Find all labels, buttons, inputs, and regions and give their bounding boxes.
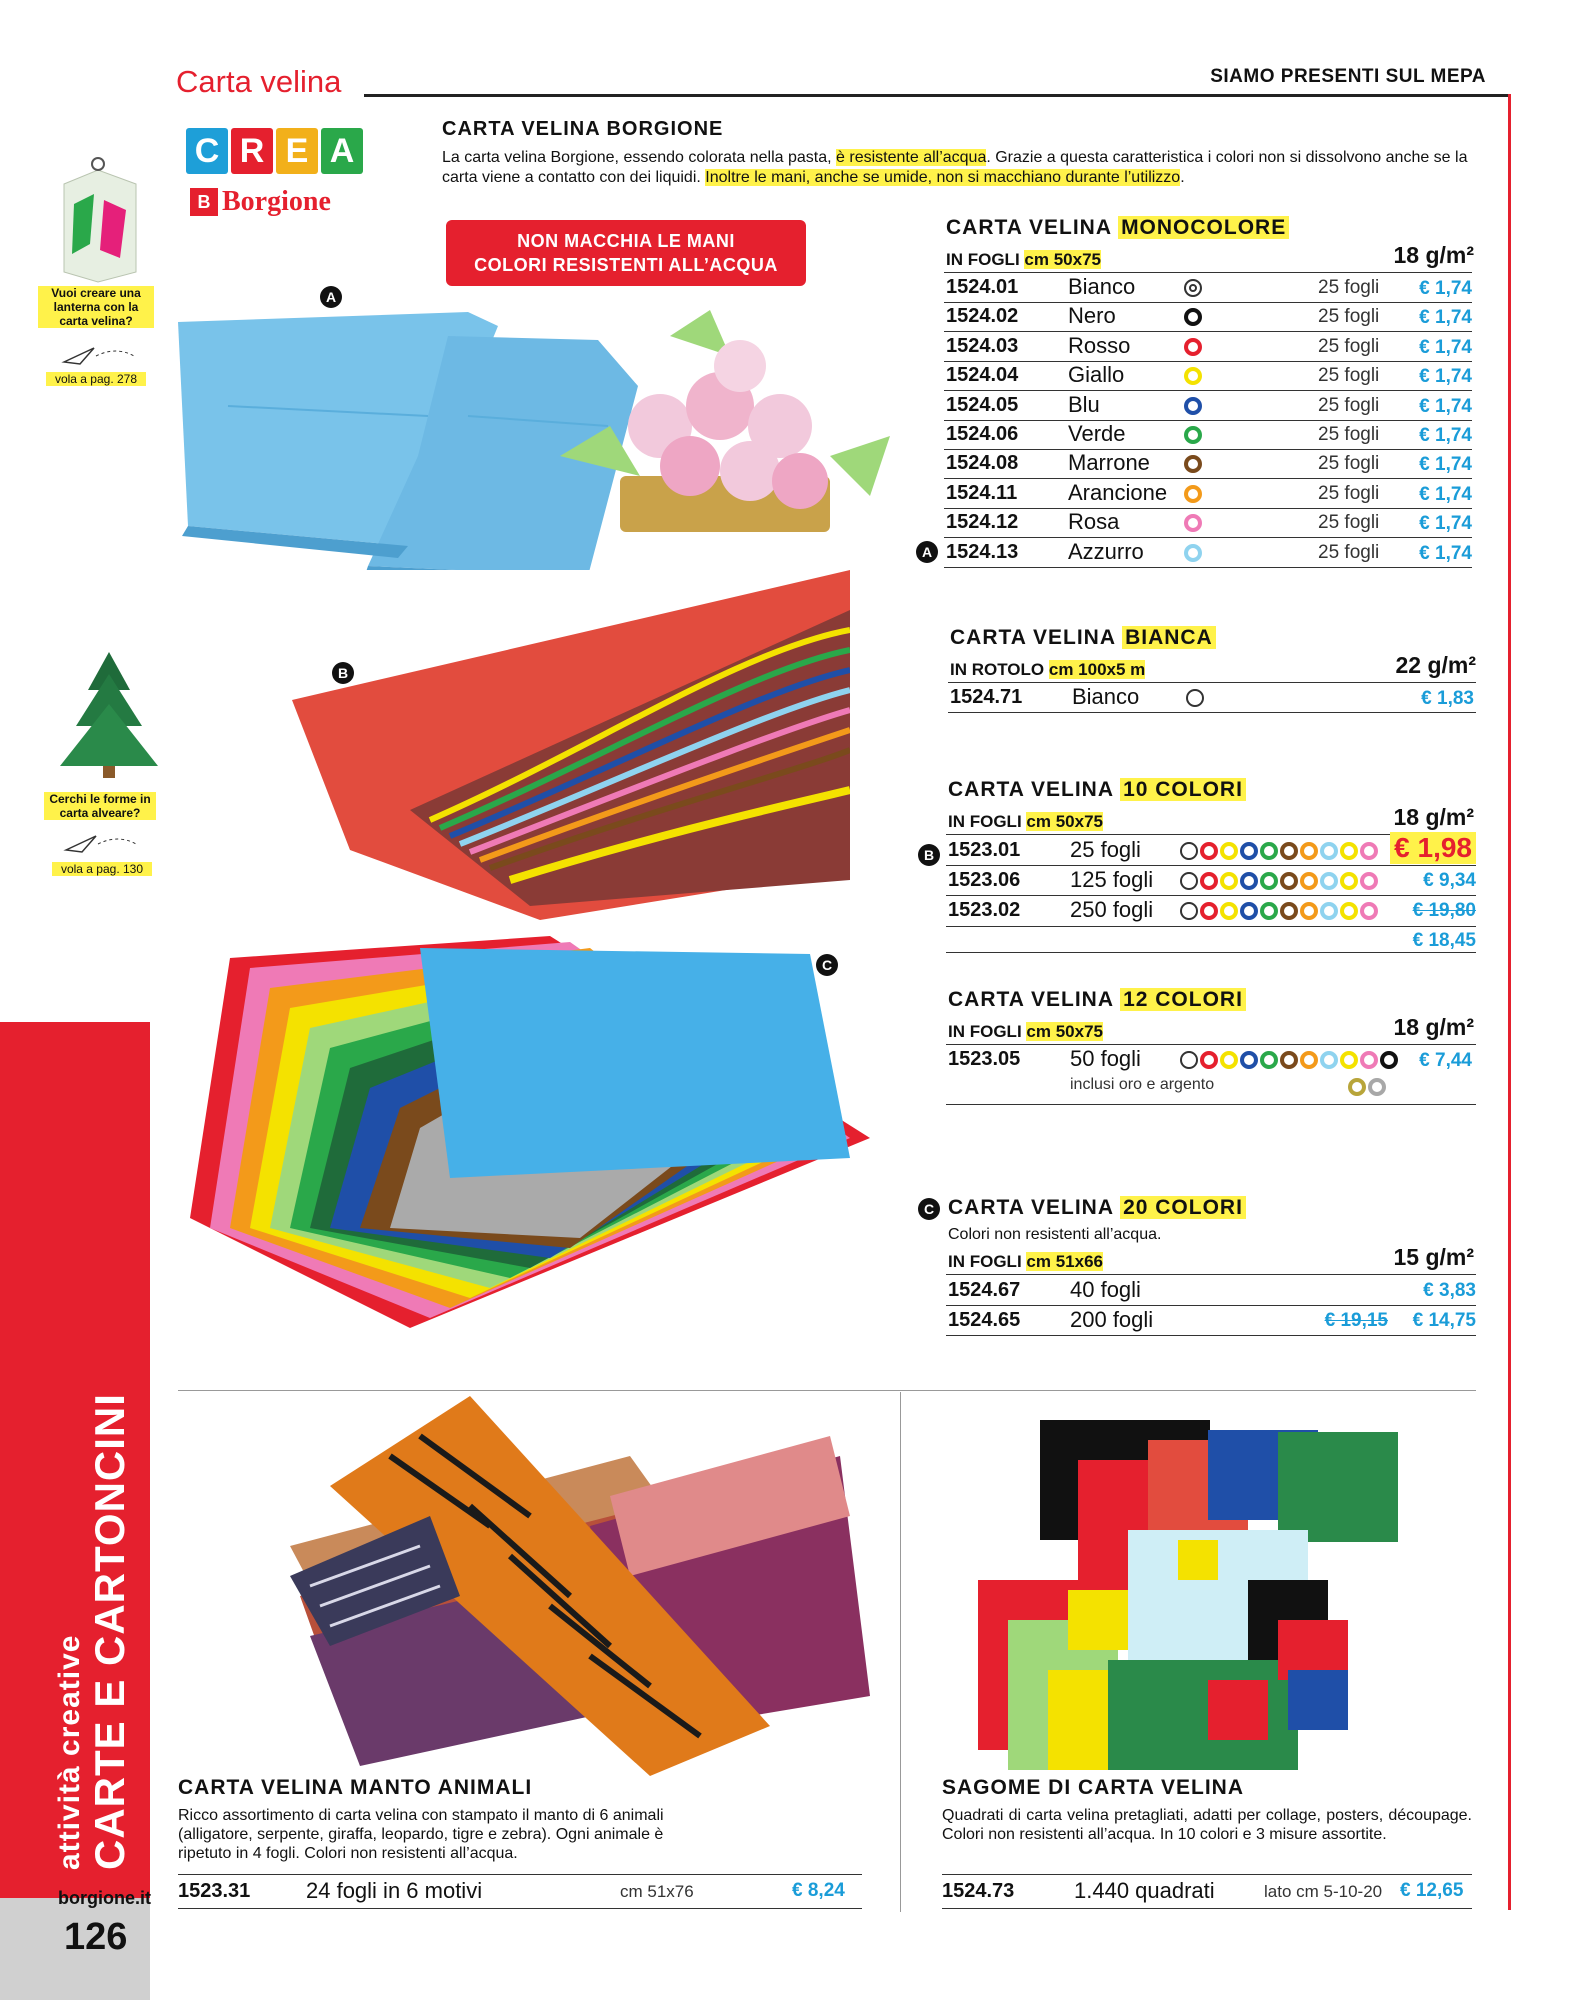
color-swatch-icon [1220,872,1238,890]
product-name: Arancione [1068,479,1168,505]
table-row [944,450,1472,479]
color-swatches [1180,842,1378,860]
page-number: 126 [64,1916,128,1958]
column-divider [900,1392,901,1912]
product-price: € 1,74 [1419,366,1472,388]
color-swatch-icon [1360,842,1378,860]
color-swatch-icon [1340,842,1358,860]
product-code: 1524.65 [948,1309,1021,1331]
product-qty: 25 fogli [1318,306,1380,328]
table-row [944,362,1472,391]
product-price: € 14,75 [1412,1310,1476,1331]
product-price: € 1,83 [1421,688,1474,709]
color-swatch-icon [1240,902,1258,920]
color-swatch-icon [1180,1051,1198,1069]
section-title-text: CARTA VELINA [946,216,1119,239]
section-title-highlight: MONOCOLORE [1118,216,1289,239]
product-code: 1524.05 [946,393,1019,416]
category-small: attività creative [53,1634,86,1870]
product-code: 1523.01 [948,839,1021,861]
product-old-price: € 19,80 [1412,900,1476,921]
color-swatch-icon [1348,1078,1366,1096]
color-swatch-icon [1300,842,1318,860]
color-swatch-icon [1184,426,1202,444]
color-swatch-icon [1280,872,1298,890]
side-note-text: Cerchi le forme in carta alveare? [49,792,151,820]
section-title-text: CARTA VELINA [948,1196,1121,1219]
side-note-lantern [38,286,154,328]
product-desc: 1.440 quadrati [1074,1878,1215,1903]
intro-title: CARTA VELINA BORGIONE [442,118,724,140]
crea-letter: E [276,128,318,174]
intro-text [442,148,1472,188]
color-swatch-icon [1200,1051,1218,1069]
divider [942,1908,1472,1909]
color-swatch-icon [1220,842,1238,860]
bianca-weight: 22 g/m² [1395,652,1476,678]
table-row [944,333,1472,362]
product-price: € 1,74 [1419,278,1472,299]
color-swatch-icon [1260,842,1278,860]
monocolore-format [946,250,1101,270]
product-qty: 50 fogli [1070,1046,1141,1071]
color-swatch-icon [1184,397,1202,415]
table-row [944,303,1472,332]
paper-plane-icon [60,344,140,368]
product-code: 1523.05 [948,1048,1021,1070]
product-price: € 1,74 [1419,542,1472,564]
image-marker-a: A [320,286,342,308]
product-code: 1524.71 [950,686,1023,708]
product-desc: 24 fogli in 6 motivi [306,1878,483,1903]
product-note: inclusi oro e argento [1070,1076,1215,1093]
color-swatch-icon [1200,872,1218,890]
category-big: CARTE E CARTONCINI [86,1393,133,1870]
product-code: 1524.06 [946,423,1019,445]
color-swatch-icon [1184,514,1202,532]
product-price: € 1,74 [1419,395,1472,417]
side-note-text: Vuoi creare una lanterna con la carta velina? [51,286,141,328]
color-swatch-icon [1340,872,1358,890]
table-row [944,509,1472,538]
row-marker-b: B [918,844,940,866]
badge-line: COLORI RESISTENTI ALL’ACQUA [474,255,778,275]
image-marker-b: B [332,662,354,684]
section-title-highlight: 12 COLORI [1120,988,1246,1011]
table-row [946,896,1476,951]
product-name: Bianco [1072,684,1140,709]
category-label [52,1393,132,1870]
color-swatch-icon [1186,689,1204,707]
product-qty: 40 fogli [1070,1277,1141,1302]
table-row [944,421,1472,450]
table-row [946,866,1476,896]
dodici-weight: 18 g/m² [1393,1014,1474,1040]
lantern-illustration [50,154,146,284]
color-swatch-icon [1184,279,1202,297]
color-swatch-icon [1184,338,1202,356]
product-code: 1523.02 [948,899,1021,921]
product-code: 1524.12 [946,511,1019,534]
venti-title [948,1196,1246,1220]
borgione-name: Borgione [222,186,331,217]
dieci-format [948,812,1103,832]
side-note-link[interactable]: vola a pag. 278 [46,372,146,386]
size-label: cm 51x66 [1026,1252,1103,1271]
divider [946,952,1476,953]
intro-text-part: La carta velina Borgione, essendo colorata nella pasta, [442,149,837,166]
product-code: 1524.67 [948,1279,1021,1301]
product-code: 1524.03 [946,334,1019,357]
product-image-c [190,928,870,1328]
section-divider [178,1390,1476,1391]
color-swatch-icon [1180,872,1198,890]
dieci-weight: 18 g/m² [1393,804,1474,830]
mepa-label: SIAMO PRESENTI SUL MEPA [1210,66,1486,87]
section-title-highlight: 10 COLORI [1120,778,1246,801]
product-name: Rosa [1068,509,1120,535]
dieci-title [948,778,1246,802]
intro-highlight: Inoltre le mani, anche se umide, non si macchiano durante l’utilizzo [705,169,1181,186]
color-swatch-icon [1180,902,1198,920]
color-swatch-icon [1320,842,1338,860]
product-qty: 25 fogli [1318,424,1380,445]
product-qty: 25 fogli [1318,453,1380,475]
product-qty: 25 fogli [1070,837,1141,862]
product-qty: 200 fogli [1070,1307,1154,1332]
format-label: IN FOGLI [948,1022,1022,1041]
product-qty: 250 fogli [1070,897,1154,922]
product-code: 1524.73 [942,1880,1015,1902]
site-url[interactable]: borgione.it [58,1888,151,1908]
venti-format [948,1252,1103,1272]
color-swatch-icon [1300,1051,1318,1069]
format-label: IN FOGLI [948,812,1022,831]
divider [948,712,1476,713]
size-label: cm 50x75 [1026,1022,1103,1041]
product-old-price: € 19,15 [1324,1310,1388,1331]
borgione-mark: B [190,188,218,216]
product-price: € 1,74 [1419,513,1472,535]
section-title-highlight: 20 COLORI [1120,1196,1246,1219]
manto-text: Ricco assortimento di carta velina con stampato il manto di 6 animali (alligatore, serpente, giraffa, leopardo, tigre e zebra). Ogni animale è ripetuto in 4 fogli. Colori non resistenti all’acqua. [178,1807,664,1862]
format-label: IN FOGLI [946,250,1020,269]
divider [178,1908,862,1909]
product-code: 1524.04 [946,364,1019,387]
color-swatch-icon [1320,872,1338,890]
color-swatch-icon [1180,842,1198,860]
sagome-title: SAGOME DI CARTA VELINA [942,1776,1245,1799]
section-title-highlight: BIANCA [1122,626,1216,649]
product-price: € 12,65 [1400,1880,1464,1901]
product-qty: 25 fogli [1318,394,1380,416]
divider [948,682,1476,683]
venti-note: Colori non resistenti all’acqua. [948,1226,1162,1243]
size-label: cm 100x5 m [1048,660,1146,679]
honeycomb-tree-illustration [54,650,164,780]
side-note-link[interactable]: vola a pag. 130 [52,862,152,876]
feature-badge [446,220,806,286]
intro-text-part: . Grazie a questa caratteristica i colori non si dissolvono anche se la carta viene a contatto con dei liquidi. [442,149,1468,186]
paper-plane-icon [62,832,142,856]
color-swatch-icon [1184,455,1202,473]
product-code: 1524.11 [946,481,1018,504]
intro-text-part: . [1180,169,1185,186]
color-swatch-icon [1280,902,1298,920]
divider [946,1104,1476,1105]
size-label: cm 50x75 [1024,250,1101,269]
product-qty: 25 fogli [1318,277,1380,298]
crea-letter: C [186,128,228,174]
product-name: Nero [1068,303,1116,329]
intro-highlight: è resistente all’acqua [836,149,987,166]
color-swatches-extra [1348,1078,1386,1096]
animal-print-image [270,1396,870,1776]
divider [946,926,1476,927]
color-swatch-icon [1240,872,1258,890]
color-swatch-icon [1200,842,1218,860]
crea-letter: R [231,128,273,174]
color-swatches [1180,902,1378,920]
product-price: € 8,24 [792,1880,845,1901]
tissue-squares-image [948,1420,1428,1776]
sagome-text: Quadrati di carta velina pretagliati, adatti per collage, posters, découpage. Colori non resistenti all’acqua. In 10 colori e 3 misure assortite. [942,1807,1472,1843]
divider [942,1874,1472,1875]
bianca-title [950,626,1216,650]
header-rule [364,94,1510,97]
section-title-text: CARTA VELINA [948,778,1121,801]
color-swatch-icon [1320,902,1338,920]
dodici-format [948,1022,1103,1042]
manto-title: CARTA VELINA MANTO ANIMALI [178,1776,533,1799]
color-swatch-icon [1184,367,1202,385]
product-price: € 3,83 [1423,1280,1476,1301]
section-title-text: CARTA VELINA [948,988,1121,1011]
color-swatch-icon [1320,1051,1338,1069]
product-price: € 1,74 [1419,454,1472,476]
borgione-logo [190,186,331,218]
color-swatch-icon [1360,872,1378,890]
color-swatches [1180,872,1378,890]
product-price: € 1,74 [1419,336,1472,358]
color-swatch-icon [1368,1078,1386,1096]
crea-letter: A [321,128,363,174]
product-qty: 25 fogli [1318,365,1380,387]
format-label: IN ROTOLO [950,660,1045,679]
product-price-offer: € 1,98 [1390,832,1476,864]
product-qty: 25 fogli [1318,541,1380,563]
divider [946,1274,1476,1275]
color-swatch-icon [1300,902,1318,920]
product-size: cm 51x76 [620,1882,694,1901]
divider [944,567,1472,568]
table-row [946,1306,1476,1336]
color-swatch-icon [1360,1051,1378,1069]
color-swatch-icon [1340,902,1358,920]
divider [178,1874,862,1875]
product-name: Azzurro [1068,538,1144,564]
row-marker-a: A [916,541,938,563]
color-swatch-icon [1360,902,1378,920]
product-code: 1524.13 [946,540,1019,563]
venti-weight: 15 g/m² [1393,1244,1474,1270]
product-qty: 25 fogli [1318,482,1380,504]
crea-logo [186,128,363,174]
dodici-title [948,988,1246,1012]
color-swatch-icon [1280,842,1298,860]
title-marker-c: C [918,1198,940,1220]
product-size: lato cm 5-10-20 [1264,1882,1383,1901]
product-price: € 1,74 [1419,483,1472,505]
product-name: Verde [1068,421,1126,446]
product-price: € 9,34 [1423,870,1476,891]
product-code: 1523.06 [948,869,1021,891]
product-name: Giallo [1068,362,1125,388]
color-swatch-icon [1280,1051,1298,1069]
monocolore-weight: 18 g/m² [1393,242,1474,268]
bianca-format [950,660,1145,680]
color-swatches [1180,1051,1398,1069]
color-swatch-icon [1240,842,1258,860]
monocolore-title [946,216,1289,240]
color-swatch-icon [1340,1051,1358,1069]
product-name: Bianco [1068,274,1136,299]
table-row [944,539,1472,568]
table-row [946,832,1476,866]
product-qty: 25 fogli [1318,335,1380,357]
image-marker-c: C [816,954,838,976]
size-label: cm 50x75 [1026,812,1103,831]
flower-basket-image [550,306,900,538]
color-swatch-icon [1184,485,1202,503]
product-code: 1524.08 [946,452,1019,475]
badge-line: NON MACCHIA LE MANI [517,231,735,251]
color-swatch-icon [1220,902,1238,920]
color-swatch-icon [1380,1051,1398,1069]
format-label: IN FOGLI [948,1252,1022,1271]
product-name: Marrone [1068,450,1150,476]
page-title: Carta velina [176,64,342,99]
right-rule [1508,94,1511,1910]
product-code: 1524.02 [946,305,1019,328]
product-price: € 1,74 [1419,307,1472,329]
product-price: € 18,45 [1412,930,1476,951]
product-price: € 7,44 [1419,1050,1472,1071]
side-note-tree [44,792,156,820]
color-swatch-icon [1200,902,1218,920]
divider [946,1335,1476,1336]
color-swatch-icon [1260,872,1278,890]
product-qty: 125 fogli [1070,867,1154,892]
table-row [944,480,1472,509]
color-swatch-icon [1184,308,1202,326]
divider [944,272,1472,273]
divider [946,1044,1476,1045]
product-image-b [290,570,850,920]
product-name: Rosso [1068,332,1131,358]
section-title-text: CARTA VELINA [950,626,1123,649]
table-row [946,1276,1476,1306]
color-swatch-icon [1184,544,1202,562]
table-row [944,274,1472,303]
color-swatch-icon [1240,1051,1258,1069]
color-swatch-icon [1260,1051,1278,1069]
product-name: Blu [1068,391,1100,417]
color-swatch-icon [1260,902,1278,920]
product-code: 1523.31 [178,1880,251,1902]
color-swatch-icon [1220,1051,1238,1069]
product-qty: 25 fogli [1318,512,1380,534]
color-swatch-icon [1300,872,1318,890]
product-price: € 1,74 [1419,425,1472,446]
product-code: 1524.01 [946,276,1019,298]
table-row [944,392,1472,421]
